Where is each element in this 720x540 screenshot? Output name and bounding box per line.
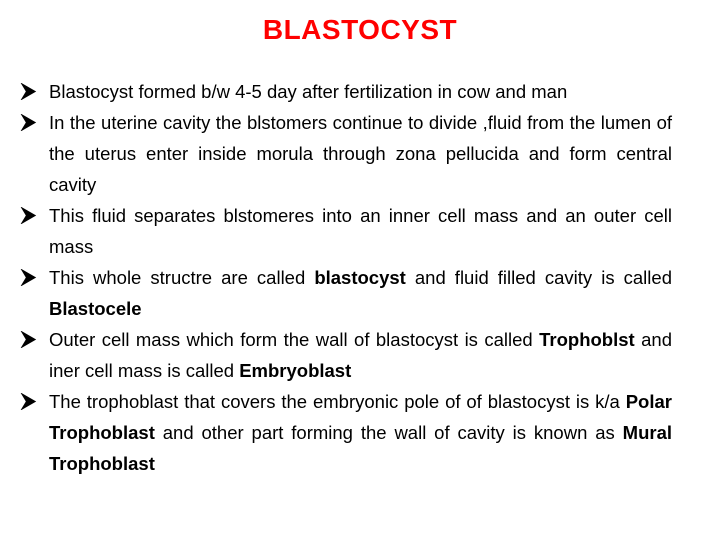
bullet-term: Embryoblast: [239, 360, 352, 381]
bullet-term: Blastocele: [49, 298, 142, 319]
arrow-bullet-icon: [20, 200, 40, 231]
arrow-bullet-icon: [20, 76, 40, 107]
bullet-item: [20, 200, 672, 262]
arrow-bullet-icon: [20, 324, 40, 355]
bullet-term: Polar Trophoblast: [49, 391, 672, 443]
bullet-text: The trophoblast that covers the embryonic pole of of blastocyst is k/a: [49, 391, 626, 412]
arrow-bullet-icon: [20, 386, 40, 417]
bullet-text: and fluid filled cavity is called: [405, 267, 672, 288]
bullet-text: Outer cell mass which form the wall of blastocyst is called: [49, 329, 540, 350]
bullet-text: In the uterine cavity the blstomers continue to divide ,fluid from the lumen of the uterus enter inside morula through zona pellucida and form central cavity: [49, 112, 672, 195]
bullet-list: [20, 76, 672, 479]
bullet-term: Trophoblst: [539, 329, 635, 350]
bullet-term: blastocyst: [314, 267, 406, 288]
bullet-text: Blastocyst formed b/w 4-5 day after fertilization in cow and man: [49, 81, 568, 102]
arrow-bullet-icon: [20, 262, 40, 293]
arrow-bullet-icon: [20, 107, 40, 138]
bullet-item: [20, 76, 672, 107]
bullet-item: [20, 324, 672, 386]
bullet-text: and iner cell mass is called: [49, 329, 672, 381]
bullet-text: and other part forming the wall of cavity is known as: [154, 422, 623, 443]
slide-title: BLASTOCYST: [262, 14, 458, 45]
bullet-item: [20, 262, 672, 324]
bullet-item: [20, 386, 672, 479]
bullet-text: This fluid separates blstomeres into an inner cell mass and an outer cell mass: [49, 205, 672, 257]
bullet-term: Mural Trophoblast: [49, 422, 672, 474]
bullet-item: [20, 107, 672, 200]
bullet-text: This whole structre are called: [49, 267, 315, 288]
